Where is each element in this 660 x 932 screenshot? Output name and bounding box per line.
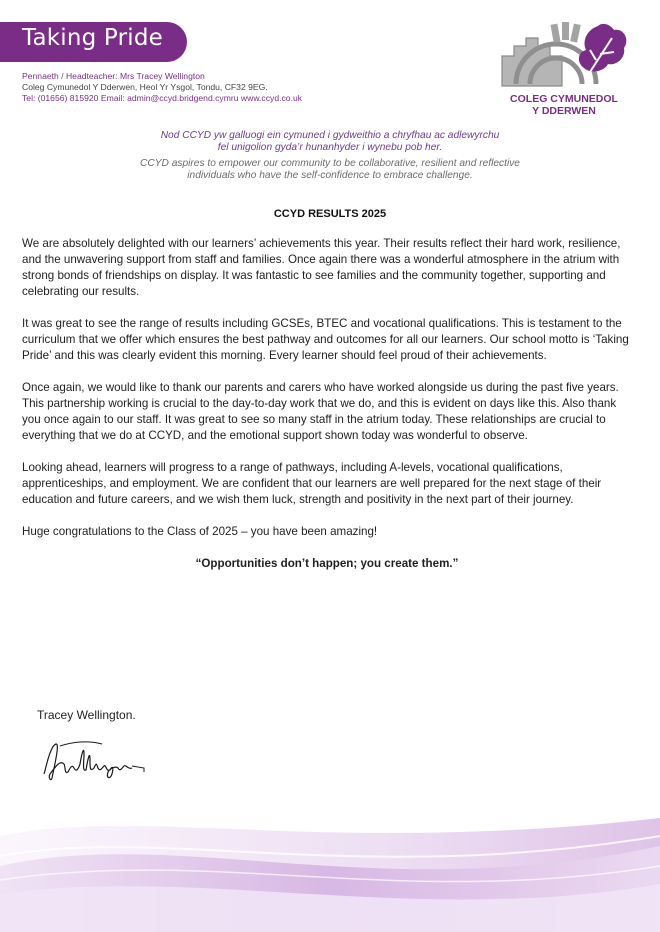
contact-block bbox=[22, 71, 302, 104]
closing-quote: “Opportunities don’t happen; you create them.” bbox=[195, 557, 459, 570]
address-line: Coleg Cymunedol Y Dderwen, Heol Yr Ysgol, Tondu, CF32 9EG. bbox=[22, 82, 268, 92]
headteacher-line: Pennaeth / Headteacher: Mrs Tracey Wellington bbox=[22, 71, 205, 81]
paragraph: Once again, we would like to thank our parents and carers who have worked alongside us during the past five years. This partnership working is crucial to the day-to-day work that we do, and this is evident on days like this. Also thank you once again to our staff. It was great to see so many staff in the atrium today. These relationships are crucial to everything that we do at CCYD, and the emotional support shown today was wonderful to observe. bbox=[22, 381, 619, 442]
paragraph: Looking ahead, learners will progress to a range of pathways, including A-levels, vocational qualifications, apprenticeships, and employment. We are confident that our learners are well prepared for the next stage of their education and future careers, and we wish them luck, strength and positivity in the next part of their journey. bbox=[22, 461, 602, 506]
letter-title: CCYD RESULTS 2025 bbox=[273, 208, 387, 220]
mission-welsh-line1: Nod CCYD yw galluogi ein cymuned i gydweithio a chryfhau ac adlewyrchu bbox=[160, 130, 500, 141]
signature-icon bbox=[40, 738, 150, 784]
school-logo-icon bbox=[494, 16, 634, 92]
brand-motto: Taking Pride bbox=[22, 25, 163, 51]
decorative-swoosh bbox=[0, 796, 660, 932]
mission-welsh-line2: fel unigolion gyda’r hunanhyder i wynebu pob her. bbox=[217, 141, 443, 153]
paragraph: Huge congratulations to the Class of 2025 – you have been amazing! bbox=[22, 525, 378, 538]
school-name-line2: Y DDERWEN bbox=[532, 104, 596, 117]
contact-line[interactable]: Tel: (01656) 815920 Email: admin@ccyd.bridgend.cymru www.ccyd.co.uk bbox=[22, 93, 303, 103]
paragraph: It was great to see the range of results including GCSEs, BTEC and vocational qualifications. This is testament to the curriculum that we offer which ensures the best pathway and outcomes for all our learners. Our school motto is ‘Taking Pride’ and this was clearly evident this morning. Every learner should feel proud of their achievements. bbox=[22, 317, 629, 362]
taking-pride-banner bbox=[0, 22, 187, 62]
mission-english-line2: individuals who have the self-confidence to embrace challenge. bbox=[187, 169, 473, 181]
school-name bbox=[488, 94, 640, 117]
mission-welsh bbox=[0, 130, 660, 153]
paragraph: We are absolutely delighted with our learners’ achievements this year. Their results reflect their hard work, resilience, and the unwavering support from staff and families. Once again there was a wonderful atmosphere in the atrium with strong bonds of friendships on display. It was fantastic to see families and the community together, supporting and celebrating our results. bbox=[22, 237, 621, 298]
school-name-line1: COLEG CYMUNEDOL bbox=[510, 93, 618, 105]
signoff-name: Tracey Wellington. bbox=[37, 708, 136, 722]
mission-english-line1: CCYD aspires to empower our community to be collaborative, resilient and reflective bbox=[140, 158, 520, 169]
mission-english bbox=[0, 158, 660, 181]
letter-body bbox=[22, 236, 632, 588]
